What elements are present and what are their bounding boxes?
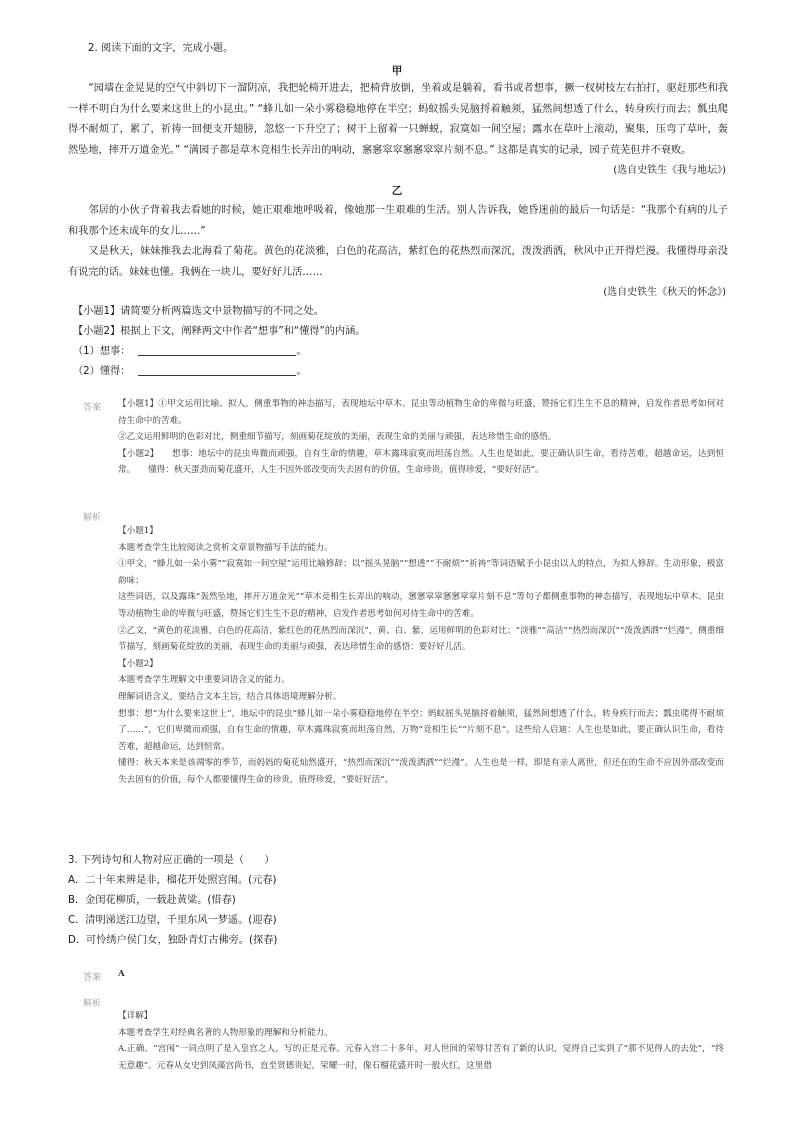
analysis-line: 本题考查学生比较阅读之赏析文章景物描写手法的能力。 (118, 542, 333, 553)
question-3-option-c[interactable]: C．清明涕送江边望，千里东风一梦遥。(迎春) (68, 915, 277, 926)
question-3-option-b[interactable]: B．金闺花柳质，一载赴黄粱。(惜春) (68, 895, 236, 906)
passage-jia-text: “园墙在金晃晃的空气中斜切下一溜阴凉，我把轮椅开进去，把椅背放倒，坐着或是躺着，看书或者想事，撅一杈树枝左右拍打，驱赶那些和我一样不明白为什么要来这世上的小昆虫。” “蜂儿如一朵小雾稳稳地停在半空；蚂蚁摇头晃脑捋着触须，猛然间想透了什么，转身疾行而去；瓢虫爬得不耐烦了，累了，祈祷一回便支开翅膀，忽悠一下升空了；树干上留着一只蝉蜕，寂寞如一间空屋；露水在草叶上滚动，聚集，压弯了草叶，轰然坠地，摔开万道金光。” “满园子都是草木竞相生长弄出的响动，窸窸窣窣窸窸窣窣片刻不息。” 这都是真实的记录，园子荒芜但并不衰败。 (68, 83, 728, 156)
question-3-option-a[interactable]: A．二十年来辨是非，榴花开处照宫闱。(元春) (68, 875, 277, 886)
passage-yi-source: (选自史铁生《秋天的怀念》) (603, 287, 726, 298)
sub-question-1: 【小题1】请简要分析两篇选文中景物描写的不同之处。 (73, 306, 324, 317)
analysis-line: 想事：想“为什么要来这世上”，地坛中的昆虫“蜂儿如一朵小雾稳稳地停在半空；蚂蚁摇头晃脑捋着触须，猛然间想透了什么，转身疾行而去；瓢虫爬得不耐烦了……”，它们卑微而顽强，自有生命的情趣，草木露珠寂寞而坦荡自然，万物“竞相生长”“片刻不息”。这些给人启迪：人生也是如此，要正确认识生命，看待苦难，超越命运，达到恒常。 (118, 708, 724, 752)
answer-line: 【小题2】 想事：地坛中的昆虫卑微而顽强，自有生命的情趣，草木露珠寂寞而坦荡自然。人生也是如此，要正确认识生命，看待苦难，超越命运，达到恒常。 懂得：秋天蛋劲而菊花盛开，人生不因外部改变而失去固有的价值，生命珍贵，值得珍爱，“要好好活”。 (118, 448, 724, 476)
blank-1-label: （1）想事： (73, 346, 131, 357)
passage-yi-paragraph-1: 邻居的小伙子背着我去看她的时候，她正艰难地呼吸着，像她那一生艰难的生活。别人告诉我，她昏迷前的最后一句话是：“我那个有病的儿子和我那个还未成年的女儿……” (68, 205, 728, 237)
answer-line: ②乙文运用鲜明的色彩对比，侧重细节描写，刻画菊花绽放的美丽，表现生命的美丽与顽强，表达珍惜生命的感悟。 (118, 432, 557, 443)
answer-label-q2: 答案 (83, 403, 102, 413)
passage-yi-title: 乙 (391, 185, 403, 197)
blank-2-label: （2）懂得： (73, 366, 131, 377)
blank-line-2 (73, 362, 307, 383)
answer-block-q2 (118, 396, 724, 479)
sub-question-2: 【小题2】根据上下文，阐释两文中作者“想事”和“懂得”的内涵。 (73, 326, 366, 337)
blank-2-end: 。 (296, 366, 307, 377)
question-3-option-d[interactable]: D．可怜绣户侯门女，独卧青灯古佛旁。(探春) (68, 935, 278, 946)
analysis-line: ①甲文，“蜂儿如一朵小雾”“寂寞如一间空屋”运用比喻修辞；以“摇头晃脑”“想透”“不耐烦”“祈祷”等词语赋予小昆虫以人的特点，为拟人修辞。生动形象，极富韵味； (118, 559, 724, 586)
analysis-label-q2: 解析 (83, 513, 102, 523)
analysis-block-q2 (118, 523, 724, 789)
analysis-line: 本题考查学生理解文中重要词语含义的能力。 (118, 675, 290, 686)
analysis-line: 理解词语含义，要结合文本主旨，结合具体语境理解分析。 (118, 691, 342, 702)
analysis-line: 【小题2】 (118, 658, 158, 669)
analysis-line: 这些词语，以及露珠“轰然坠地，摔开万道金光”“草木竞相生长弄出的响动，窸窸窣窣窸窸窣窣片刻不息”等句子都侧重事物的神态描写，表现地坛中草木、昆虫等动植物生命的卑微与旺盛，赞扬它们生生不息的精神，启发作者思考如何对待生命中的苦难。 (118, 592, 724, 619)
analysis-line: 【详解】 (118, 1011, 153, 1021)
analysis-line: A.正确。“宫闱”一词点明了是入皇宫之人，写的正是元春。元春入宫二十多年，对人世间的荣辱甘苦有了新的认识，觉得自己实到了“那不见得人的去处”，“终无意趣”。元春从女史到凤藻宫尚书，直至贤德贵妃，荣耀一时，像石榴花盛开时一般火红，这里借 (118, 1044, 724, 1071)
analysis-block-q3 (118, 1008, 724, 1074)
analysis-line: 本题考查学生对经典名著的人物形象的理解和分析能力。 (118, 1027, 333, 1038)
blank-1-end: 。 (296, 346, 307, 357)
analysis-label-q3: 解析 (83, 999, 102, 1009)
passage-jia-title: 甲 (391, 65, 403, 77)
blank-1-underline[interactable] (138, 343, 296, 356)
question-2-header: 2. 阅读下面的文字，完成小题。 (88, 43, 234, 54)
analysis-line: 【小题1】 (118, 526, 158, 536)
blank-2-underline[interactable] (138, 363, 296, 376)
analysis-line: 懂得：秋天本来是该凋零的季节，而妈妈的菊花灿然盛开，“热烈而深沉”“泼泼洒洒”“烂漫”。人生也是一样，即是有亲人离世，但还在的生命不应因外部改变而失去固有的价值，每个人都要懂得生命的珍贵，值得珍爱，“要好好活”。 (118, 758, 724, 785)
question-3-stem: 3. 下列诗句和人物对应正确的一项是（ ） (68, 855, 275, 866)
answer-value-q3: A (118, 969, 125, 979)
blank-line-1 (73, 342, 307, 363)
analysis-line: ②乙文，“黄色的花淡雅，白色的花高洁，紫红色的花热烈而深沉”，黄、白、紫，运用鲜明的色彩对比；“淡雅”“高洁”“热烈而深沉”“泼泼洒洒”“烂漫”，侧重细节描写，刻画菊花绽放的美丽，表现生命的美丽与顽强，表达珍惜生命的感悟：要好好儿活。 (118, 625, 724, 653)
passage-yi-paragraph-2: 又是秋天，妹妹推我去北海看了菊花。黄色的花淡雅，白色的花高洁，紫红色的花热烈而深沉，泼泼洒洒，秋风中正开得烂漫。我懂得母亲没有说完的话。妹妹也懂。我俩在一块儿，要好好儿活…… (68, 246, 728, 278)
answer-label-q3: 答案 (83, 973, 102, 983)
answer-line: 【小题1】①甲文运用比喻、拟人，侧重事物的神态描写，表现地坛中草木、昆虫等动植物生命的卑微与旺盛，赞扬它们生生不息的精神，启发作者思考如何对待生命中的苦难。 (118, 399, 724, 426)
passage-jia-source: (选自史铁生《我与地坛》) (613, 165, 726, 176)
